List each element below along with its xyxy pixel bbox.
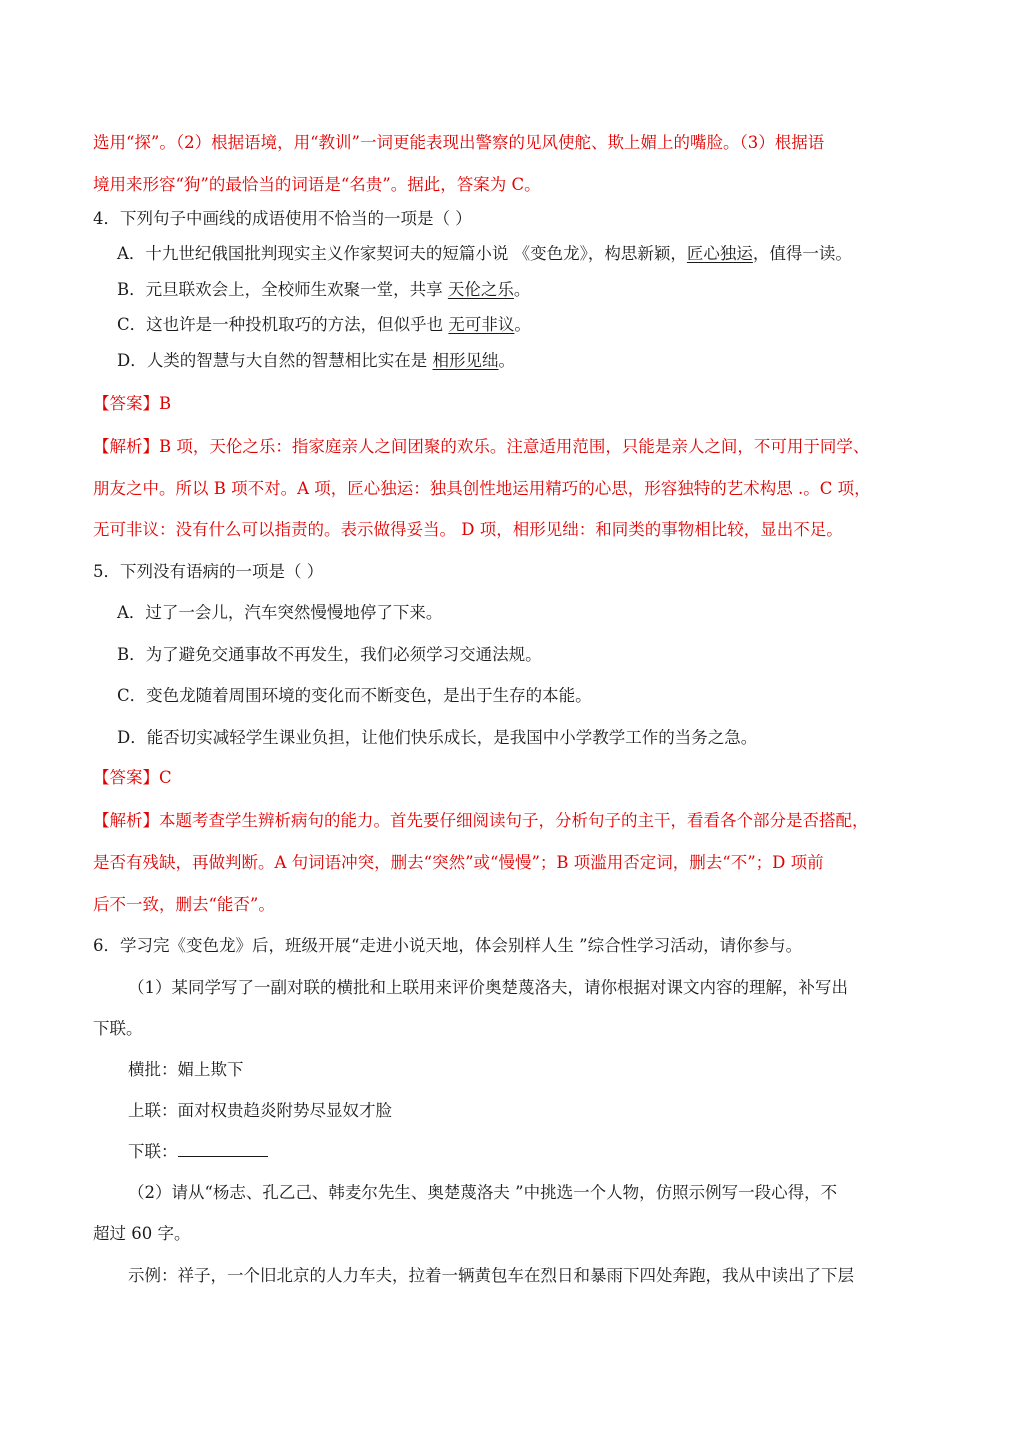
question-5-answer: 【答案】C [93, 768, 172, 787]
question-4-stem: 4．下列句子中画线的成语使用不恰当的一项是（ ） [93, 209, 472, 228]
question-5-option-a: A．过了一会儿，汽车突然慢慢地停了下来。 [117, 603, 443, 622]
option-text: ，值得一读。 [752, 244, 852, 263]
question-6-part-2-continued: 超过 60 字。 [93, 1224, 191, 1243]
analysis-continued-line: 境用来形容“狗”的最恰当的词语是“名贵”。据此，答案为 C。 [93, 175, 541, 194]
question-4-analysis-line: 【解析】B 项，天伦之乐：指家庭亲人之间团聚的欢乐。注意适用范围，只能是亲人之间，不可用于同学、 [93, 437, 870, 456]
question-4-analysis-line: 无可非议：没有什么可以指责的。表示做得妥当。 D 项，相形见绌：和同类的事物相比较，显出不足。 [93, 520, 843, 539]
question-4-option-b [117, 278, 530, 302]
question-6-part-1: （1）某同学写了一副对联的横批和上联用来评价奥楚蔑洛夫，请你根据对课文内容的理解，补写出 [128, 978, 848, 997]
option-text: 。 [513, 280, 531, 299]
question-5-analysis-line: 【解析】本题考查学生辨析病句的能力。首先要仔细阅读句子，分析句子的主干，看看各个部分是否搭配， [93, 811, 869, 830]
question-5-option-b: B．为了避免交通事故不再发生，我们必须学习交通法规。 [117, 645, 542, 664]
underlined-idiom: 匠心独运 [686, 244, 753, 263]
question-5-analysis-line: 是否有残缺，再做判断。A 句词语冲突，删去“突然”或“慢慢”；B 项滥用否定词，删去“不”；D 项前 [93, 853, 824, 872]
option-text: A．十九世纪俄国批判现实主义作家契诃夫的短篇小说 《变色龙》，构思新颖， [117, 244, 687, 263]
couplet-hengpi: 横批：媚上欺下 [128, 1060, 244, 1079]
question-6-part-1-continued: 下联。 [93, 1019, 143, 1038]
question-5-analysis-line: 后不一致，删去“能否”。 [93, 895, 275, 914]
xialian-label: 下联： [128, 1142, 178, 1161]
question-4-option-d [117, 349, 515, 373]
question-6-example: 示例：祥子，一个旧北京的人力车夫，拉着一辆黄包车在烈日和暴雨下四处奔跑，我从中读出了下层 [128, 1266, 854, 1285]
question-5-option-d: D．能否切实减轻学生课业负担，让他们快乐成长，是我国中小学教学工作的当务之急。 [117, 728, 758, 747]
couplet-xialian [128, 1140, 268, 1164]
question-4-analysis-line: 朋友之中。所以 B 项不对。A 项，匠心独运：独具创性地运用精巧的心思，形容独特的艺术构思 .。C 项， [93, 479, 871, 498]
question-6-stem: 6．学习完《变色龙》后，班级开展“走进小说天地，体会别样人生 ”综合性学习活动，请你参与。 [93, 936, 803, 955]
option-text: C．这也许是一种投机取巧的方法，但似乎也 [117, 315, 449, 334]
question-5-stem: 5．下列没有语病的一项是（ ） [93, 562, 324, 581]
option-text: 。 [514, 315, 531, 334]
question-5-option-c: C．变色龙随着周围环境的变化而不断变色，是出于生存的本能。 [117, 686, 592, 705]
underlined-idiom: 相形见绌 [432, 351, 499, 370]
question-6-part-2: （2）请从“杨志、孔乙己、韩麦尔先生、奥楚蔑洛夫 ”中挑选一个人物，仿照示例写一段心得，不 [128, 1183, 838, 1202]
question-4-option-c [117, 313, 531, 337]
option-text: D．人类的智慧与大自然的智慧相比实在是 [117, 351, 433, 370]
question-4-option-a [117, 242, 852, 266]
answer-blank [178, 1140, 268, 1157]
underlined-idiom: 天伦之乐 [447, 280, 514, 299]
option-text: B．元旦联欢会上，全校师生欢聚一堂，共享 [117, 280, 448, 299]
analysis-continued-line: 选用“探”。（2）根据语境，用“教训”一词更能表现出警察的见风使舵、欺上媚上的嘴脸。（3）根据语 [93, 133, 825, 152]
underlined-idiom: 无可非议 [448, 315, 515, 334]
question-4-answer: 【答案】B [93, 394, 172, 413]
couplet-shanglian: 上联：面对权贵趋炎附势尽显奴才脸 [128, 1101, 392, 1120]
option-text: 。 [498, 351, 515, 370]
